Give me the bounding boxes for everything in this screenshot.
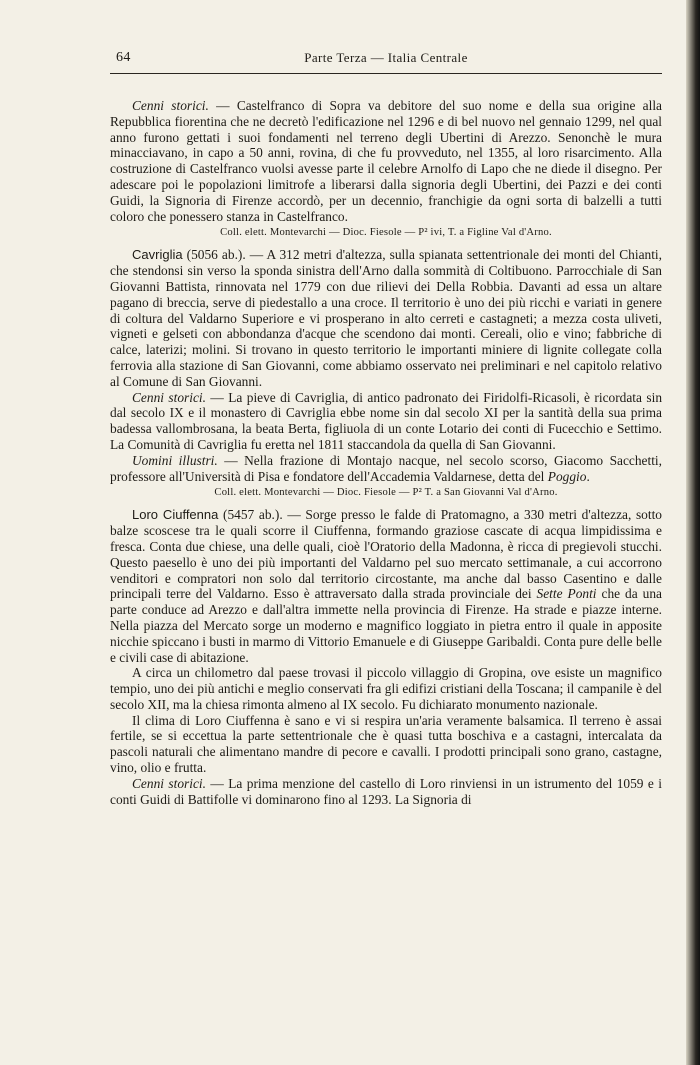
loro-gropina-paragraph: A circa un chilometro dal paese trovasi il piccolo villaggio di Gropina, ove esiste un magnifico tempio, uno dei più antichi e meglio conservati fra gli edifizi cristiani della Toscana; il campanile è del secolo XII, ma la chiesa rimonta almeno al IX secolo. Fu dichiarato monumento nazionale. [110,665,662,712]
section-heading: Uomini illustri. [132,452,218,468]
cavriglia-paragraph [110,247,662,389]
paragraph-text: (5056 ab.). — A 312 metri d'altezza, sulla spianata settentrionale dei monti del Chianti, che stendonsi sin verso la sponda sinistra dell'Arno dalla sommità di Coltibuono. Parrocchiale di San Giovanni Battista, rinnovata nel 1779 con due rilievi dei Della Robbia. Davanti ad essa un altare pagano di breccia, serve di piedestallo a una croce. Il territorio è uno dei più ricchi e variati in genere di coltura del Valdarno Superiore e vi prosperano in alto cerreti e castagneti; a mezza costa uliveti, vigneti e gelseti con abbondanza d'acque che scendono dai monti. Cereali, olio e vino; fabbriche di calce, laterizi; molini. Si trovano in questo territorio le importanti miniere di lignite collegate colla ferrovia alla stazione di San Giovanni, come abbiamo osservato nei preliminari e nel capitolo relativo al Comune di San Giovanni. [110,247,662,389]
loro-paragraph [110,507,662,665]
running-title: Parte Terza — Italia Centrale [304,50,468,65]
paragraph-end: . [586,468,590,484]
loro-storici-paragraph [110,776,662,808]
castelfranco-paragraph [110,98,662,224]
paragraph-text: che da una parte conduce ad Arezzo e dall'altra immette nella provincia di Firenze. Ha strade e piazze interne. Nella piazza del Mercato sorge un moderno e magnifico loggiato in pietra entro il quale in apposite nicchie spiccano i busti in marmo di Vittorio Emanuele e di Giuseppe Garibaldi. Conta pure delle belle e civili case di abitazione. [110,586,662,665]
paragraph-text: — Nella frazione di Montajo nacque, nel secolo scorso, Giacomo Sacchetti, professore all'Università di Pisa e fondatore dell'Accademia Valdarnese, detta del [110,452,662,484]
poggio-name: Poggio [547,468,587,484]
loro-clima-paragraph: Il clima di Loro Ciuffenna è sano e vi si respira un'aria veramente balsamica. Il terreno è assai fertile, se si eccettua la parte settentrionale che è quasi tutta boschiva e a castagni, intercalata da pascoli naturali che alimentano mandre di pecore e cavalli. I prodotti principali sono grano, castagne, vino, olio e frutta. [110,712,662,776]
paragraph-text: — La pieve di Cavriglia, di antico padronato dei Firidolfi-Ricasoli, è ricordata sin dal secolo IX e il monastero di Cavriglia ebbe nome sin dal secolo XI per la santità della sua prima badessa vallombrosana, la beata Berta, figliuola di un conte Lotario dei conti di Fucecchio e Settimo. La Comunità di Cavriglia fu eretta nel 1811 staccandola da quella di San Giovanni. [110,389,663,452]
collegio-line: Coll. elett. Montevarchi — Dioc. Fiesole — P² ivi, T. a Figline Val d'Arno. [220,227,552,239]
collegio-line: Coll. elett. Montevarchi — Dioc. Fiesole — P² T. a San Giovanni Val d'Arno. [214,487,558,499]
entry-name: Loro Ciuffenna [132,507,219,523]
paragraph-text: — La prima menzione del castello di Loro rinviensi in un istrumento del 1059 e i conti Guidi di Battifolle vi dominarono fino al 1293. La Signoria di [110,775,663,807]
cavriglia-storici-paragraph [110,390,662,453]
section-heading: Cenni storici. [132,389,206,405]
entry-name: Cavriglia [132,247,183,263]
book-page [110,50,662,807]
sette-ponti-name: Sette Ponti [536,586,597,602]
running-header [110,50,662,70]
paragraph-text: (5457 ab.). — Sorge presso le falde di Pratomagno, a 330 metri d'altezza, sotto balze scoscese tra le quali scorre il Ciuffenna, formando graziose cascate di acqua limpidissima e fresca. Conta due chiese, una delle quali, cioè l'Oratorio della Madonna, è ricca di pregievoli stucchi. Questo paesello è uno dei più importanti del Valdarno pel suo mercato settimanale, a cui accorrono venditori e compratori non solo dal territorio circostante, ma anche dal basso Casentino e dalle principali terre del Valdarno. Esso è attraversato dalla strada provinciale dei [110,507,662,602]
page-number: 64 [116,50,131,65]
cavriglia-illustri-paragraph [110,453,662,485]
page-edge [686,0,700,1065]
section-heading: Cenni storici. [132,775,206,791]
section-heading: Cenni storici. [132,98,209,113]
paragraph-text: — Castelfranco di Sopra va debitore del suo nome e della sua origine alla Repubblica fiorentina che ne decretò l'edificazione nel 1296 e di bel nuovo nel gennaio 1299, nel qual anno furono gettati i suoi fondamenti nel terreno degli Ubertini di Arezzo. Senonchè le mura minacciavano, in capo a 50 anni, rovina, di che fu provveduto, nel 1355, al loro risarcimento. Alla costruzione di Castelfranco vuolsi avesse parte il celebre Arnolfo di Lapo che ne diede il disegno. Per adescare poi le popolazioni limitrofe a liberarsi dalla signoria degli Ubertini, dei Pazzi e dei conti Guidi, la Signoria di Firenze accordò, per un decennio, franchigie da ogni sorta di balzelli a tutti coloro che ponessero stanza in Castelfranco. [110,98,663,224]
header-rule [110,73,662,74]
